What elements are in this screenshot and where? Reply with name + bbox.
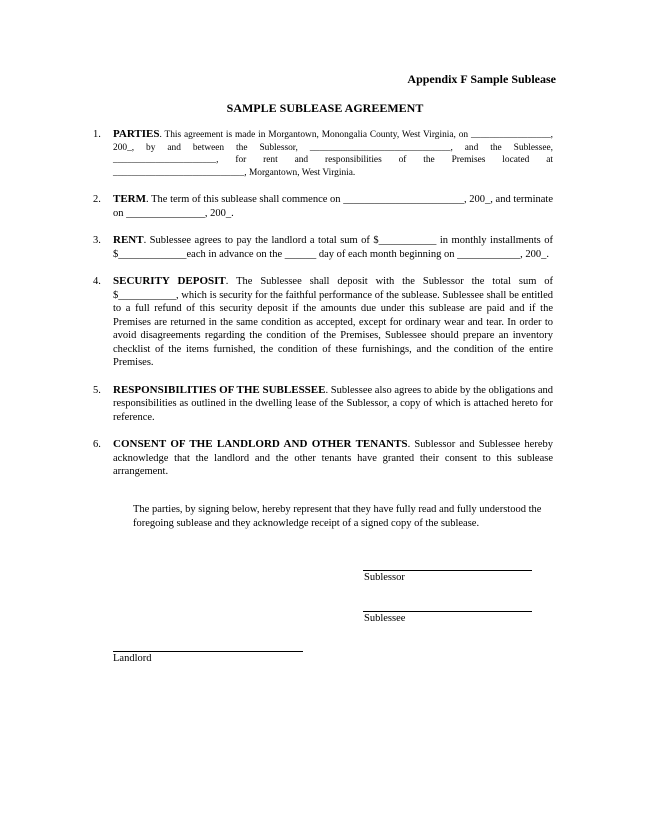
- section-text: . The term of this sublease shall commence on _______________________, 200_, and terminate on _______________, 200_.: [113, 194, 553, 219]
- section-heading: SECURITY DEPOSIT: [113, 275, 226, 287]
- section-number: 6.: [93, 439, 101, 450]
- sublessor-label: Sublessor: [364, 572, 405, 583]
- section-text: . Sublessee also agrees to abide by the obligations and responsibilities as outlined in the dwelling lease of the Sublessor, a copy of which is attached hereto for reference.: [113, 384, 553, 423]
- appendix-label: Appendix F Sample Sublease: [407, 72, 556, 86]
- section-text: . The Sublessee shall deposit with the Sublessor the total sum of $___________, which is security for the faithful performance of the sublease. Sublessee shall be entitled to a full refund of this security deposit if the amounts due under this sublease are paid and if the Premises are returned in the same condition as accepted, except for ordinary wear and tear. In order to avoid disagreements regarding the condition of the Premises, Sublessee should prepare an inventory checklist of the items furnished, the condition of these furnishings, and the condition of the entire Premises.: [113, 276, 554, 368]
- section-heading: CONSENT OF THE LANDLORD AND OTHER TENANTS: [113, 438, 408, 450]
- section-text: . Sublessee agrees to pay the landlord a total sum of $___________ in monthly installments of $_____________each in advance on the ______ day of each month beginning on ____________, 200_.: [113, 235, 553, 260]
- sublessee-label: Sublessee: [364, 613, 406, 624]
- section-parties: [93, 128, 553, 179]
- section-text: . This agreement is made in Morgantown, Monongalia County, West Virginia, on _________________, 200_, by and between the Sublessor, ______________________________, and the Sublessee, ______________________, for rent and responsibilities of the Premises located at ____________________________, Morgantown, West Virginia.: [113, 130, 553, 178]
- sublessor-signature-line[interactable]: [363, 570, 532, 571]
- section-text: . Sublessor and Sublessee hereby acknowledge that the landlord and the other tenants have granted their consent to this sublease arrangement.: [113, 439, 553, 477]
- section-heading: RENT: [113, 234, 144, 246]
- closing-statement: The parties, by signing below, hereby represent that they have fully read and fully understood the foregoing sublease and they acknowledge receipt of a signed copy of the sublease.: [133, 504, 542, 529]
- section-number: 3.: [93, 235, 101, 246]
- section-number: 5.: [93, 384, 101, 396]
- section-heading: PARTIES: [113, 128, 160, 140]
- section-heading: RESPONSIBILITIES OF THE SUBLESSEE: [113, 383, 326, 396]
- section-consent: [93, 438, 553, 479]
- section-responsibilities: [93, 384, 553, 425]
- sections-list: [93, 128, 553, 493]
- section-number: 1.: [93, 129, 101, 140]
- section-number: 4.: [93, 276, 101, 287]
- section-rent: [93, 234, 553, 261]
- sublessee-signature-line[interactable]: [363, 611, 532, 612]
- landlord-label: Landlord: [113, 653, 152, 664]
- section-heading: TERM: [113, 193, 146, 205]
- document-title: SAMPLE SUBLEASE AGREEMENT: [226, 101, 424, 115]
- section-security-deposit: [93, 275, 553, 370]
- landlord-signature-line[interactable]: [113, 651, 303, 652]
- section-number: 2.: [93, 194, 101, 205]
- section-term: [93, 193, 553, 220]
